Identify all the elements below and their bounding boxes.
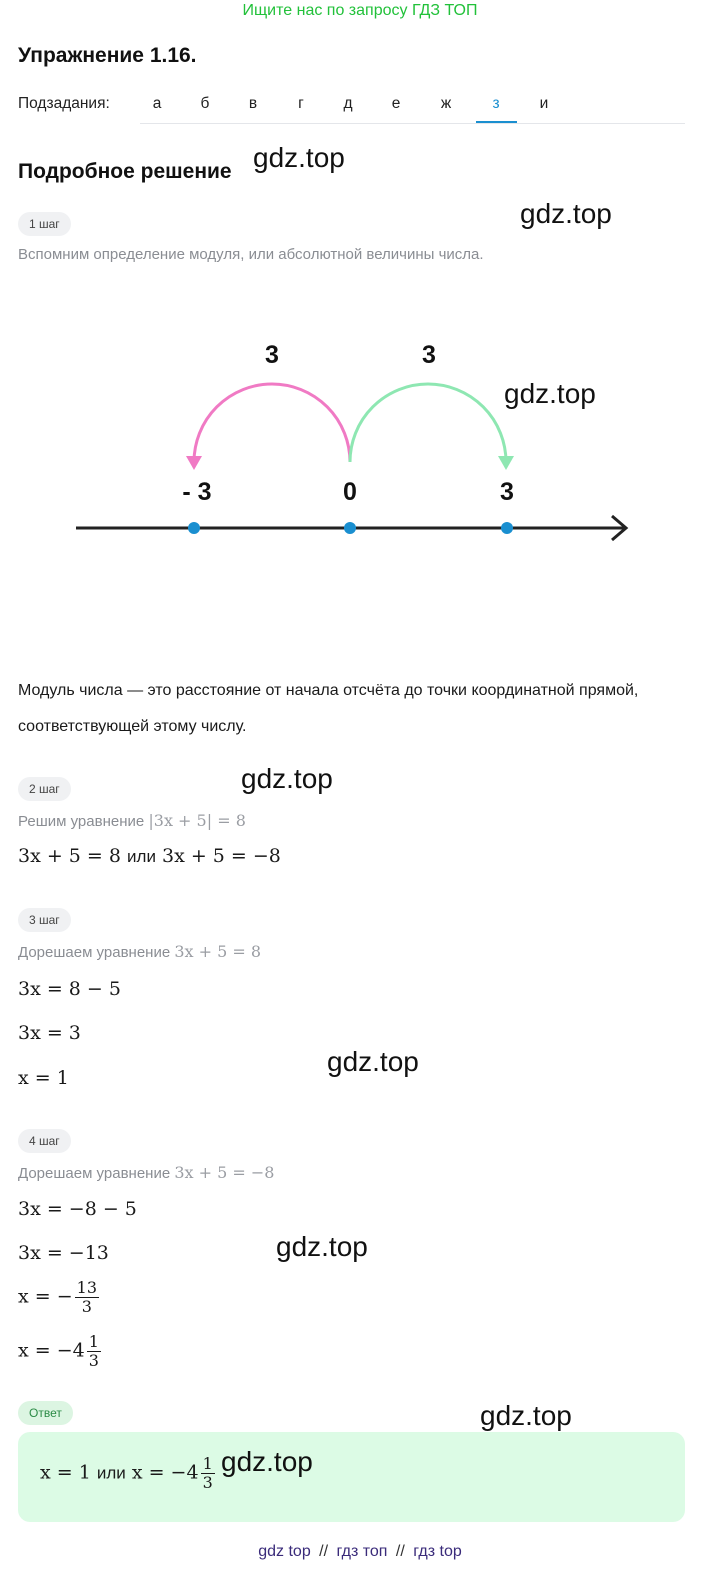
subtasks-label: Подзадания:	[18, 95, 110, 112]
watermark: gdz.top	[221, 1446, 313, 1477]
step4-label: Дорешаем уравнение	[18, 1165, 171, 1182]
tab-g[interactable]: г	[298, 95, 304, 112]
fraction-numerator: 1	[202, 1454, 213, 1473]
footer-separator: //	[395, 1543, 405, 1560]
watermark: gdz.top	[504, 378, 596, 409]
answer-math	[40, 1455, 217, 1492]
arc-right-label: 3	[422, 341, 436, 369]
arc-left	[194, 384, 350, 462]
footer-link-2[interactable]: гдз топ	[336, 1543, 388, 1560]
step4-equation: 3x + 5 = −8	[174, 1163, 275, 1182]
answer-part1: x = 1	[40, 1461, 91, 1484]
fraction-denominator: 3	[202, 1473, 213, 1492]
step3-text	[18, 942, 261, 961]
step-chip-2: 2 шаг	[18, 777, 71, 801]
fraction-numerator: 1	[88, 1332, 99, 1351]
step4-line-2: 3x = −13	[18, 1242, 109, 1264]
tab-d[interactable]: д	[343, 95, 353, 112]
tab-z[interactable]: з	[492, 95, 500, 112]
step1-text: Вспомним определение модуля, или абсолютной величины числа.	[18, 246, 484, 263]
step2-text	[18, 811, 246, 830]
arc-left-arrowhead	[186, 456, 202, 470]
fraction	[87, 1333, 101, 1370]
number-line-figure	[0, 330, 720, 550]
footer-separator: //	[319, 1543, 329, 1560]
watermark: gdz.top	[520, 198, 612, 229]
step3-line-2: 3x = 3	[18, 1022, 81, 1044]
fraction	[201, 1455, 215, 1492]
step-chip-3: 3 шаг	[18, 908, 71, 932]
answer-chip: Ответ	[18, 1401, 73, 1425]
step4-line-3	[18, 1279, 101, 1316]
module-definition: Модуль числа — это расстояние от начала отсчёта до точки координатной прямой, соответствующей этому числу.	[18, 682, 639, 735]
footer-links	[0, 1543, 720, 1561]
solution-heading: Подробное решение	[18, 160, 232, 183]
point-label-minus3: - 3	[182, 478, 212, 506]
fraction-denominator: 3	[81, 1297, 92, 1316]
watermark: gdz.top	[253, 142, 345, 173]
tabs-divider	[140, 123, 685, 124]
step3-line-3: x = 1	[18, 1067, 69, 1089]
step2-label: Решим уравнение	[18, 813, 145, 830]
step2-or: или	[127, 847, 156, 866]
step3-line-1: 3x = 8 − 5	[18, 978, 121, 1000]
tab-i[interactable]: и	[539, 95, 549, 112]
step3-equation: 3x + 5 = 8	[174, 942, 262, 961]
tab-b[interactable]: б	[200, 95, 210, 112]
step-chip-4: 4 шаг	[18, 1129, 71, 1153]
step2-equation: |3x + 5| = 8	[148, 811, 246, 830]
promo-banner[interactable]: Ищите нас по запросу ГДЗ ТОП	[242, 2, 478, 19]
point-3	[501, 522, 513, 534]
step-chip-1: 1 шаг	[18, 212, 71, 236]
step4-line-4	[18, 1333, 103, 1370]
watermark: gdz.top	[241, 763, 333, 794]
page-title: Упражнение 1.16.	[18, 44, 197, 67]
step2-result	[18, 845, 281, 867]
step2-case-a: 3x + 5 = 8	[18, 845, 121, 867]
step3-label: Дорешаем уравнение	[18, 944, 171, 961]
watermark: gdz.top	[327, 1046, 419, 1077]
point-0	[344, 522, 356, 534]
point-label-0: 0	[343, 478, 357, 506]
tab-e[interactable]: е	[391, 95, 401, 112]
step2-case-b: 3x + 5 = −8	[162, 845, 281, 867]
tab-zh[interactable]: ж	[440, 95, 452, 112]
watermark: gdz.top	[276, 1231, 368, 1262]
answer-or: или	[96, 1463, 126, 1483]
tab-a[interactable]: а	[152, 95, 162, 112]
fraction	[75, 1279, 99, 1316]
arc-right-arrowhead	[498, 456, 514, 470]
active-tab-indicator	[476, 121, 517, 123]
footer-link-3[interactable]: гдз top	[413, 1543, 462, 1560]
point-label-3: 3	[500, 478, 514, 506]
arc-right	[350, 384, 506, 462]
watermark: gdz.top	[480, 1400, 572, 1431]
step4-frac2-prefix: x = −4	[18, 1339, 85, 1362]
point-minus3	[188, 522, 200, 534]
tab-v[interactable]: в	[248, 95, 258, 112]
fraction-denominator: 3	[88, 1351, 99, 1370]
step4-line-1: 3x = −8 − 5	[18, 1198, 137, 1220]
step4-frac1-prefix: x = −	[18, 1285, 73, 1308]
footer-link-1[interactable]: gdz top	[258, 1543, 311, 1560]
answer-part2: x = −4	[131, 1461, 199, 1484]
step4-text	[18, 1163, 274, 1182]
fraction-numerator: 13	[76, 1278, 97, 1297]
arc-left-label: 3	[265, 341, 279, 369]
